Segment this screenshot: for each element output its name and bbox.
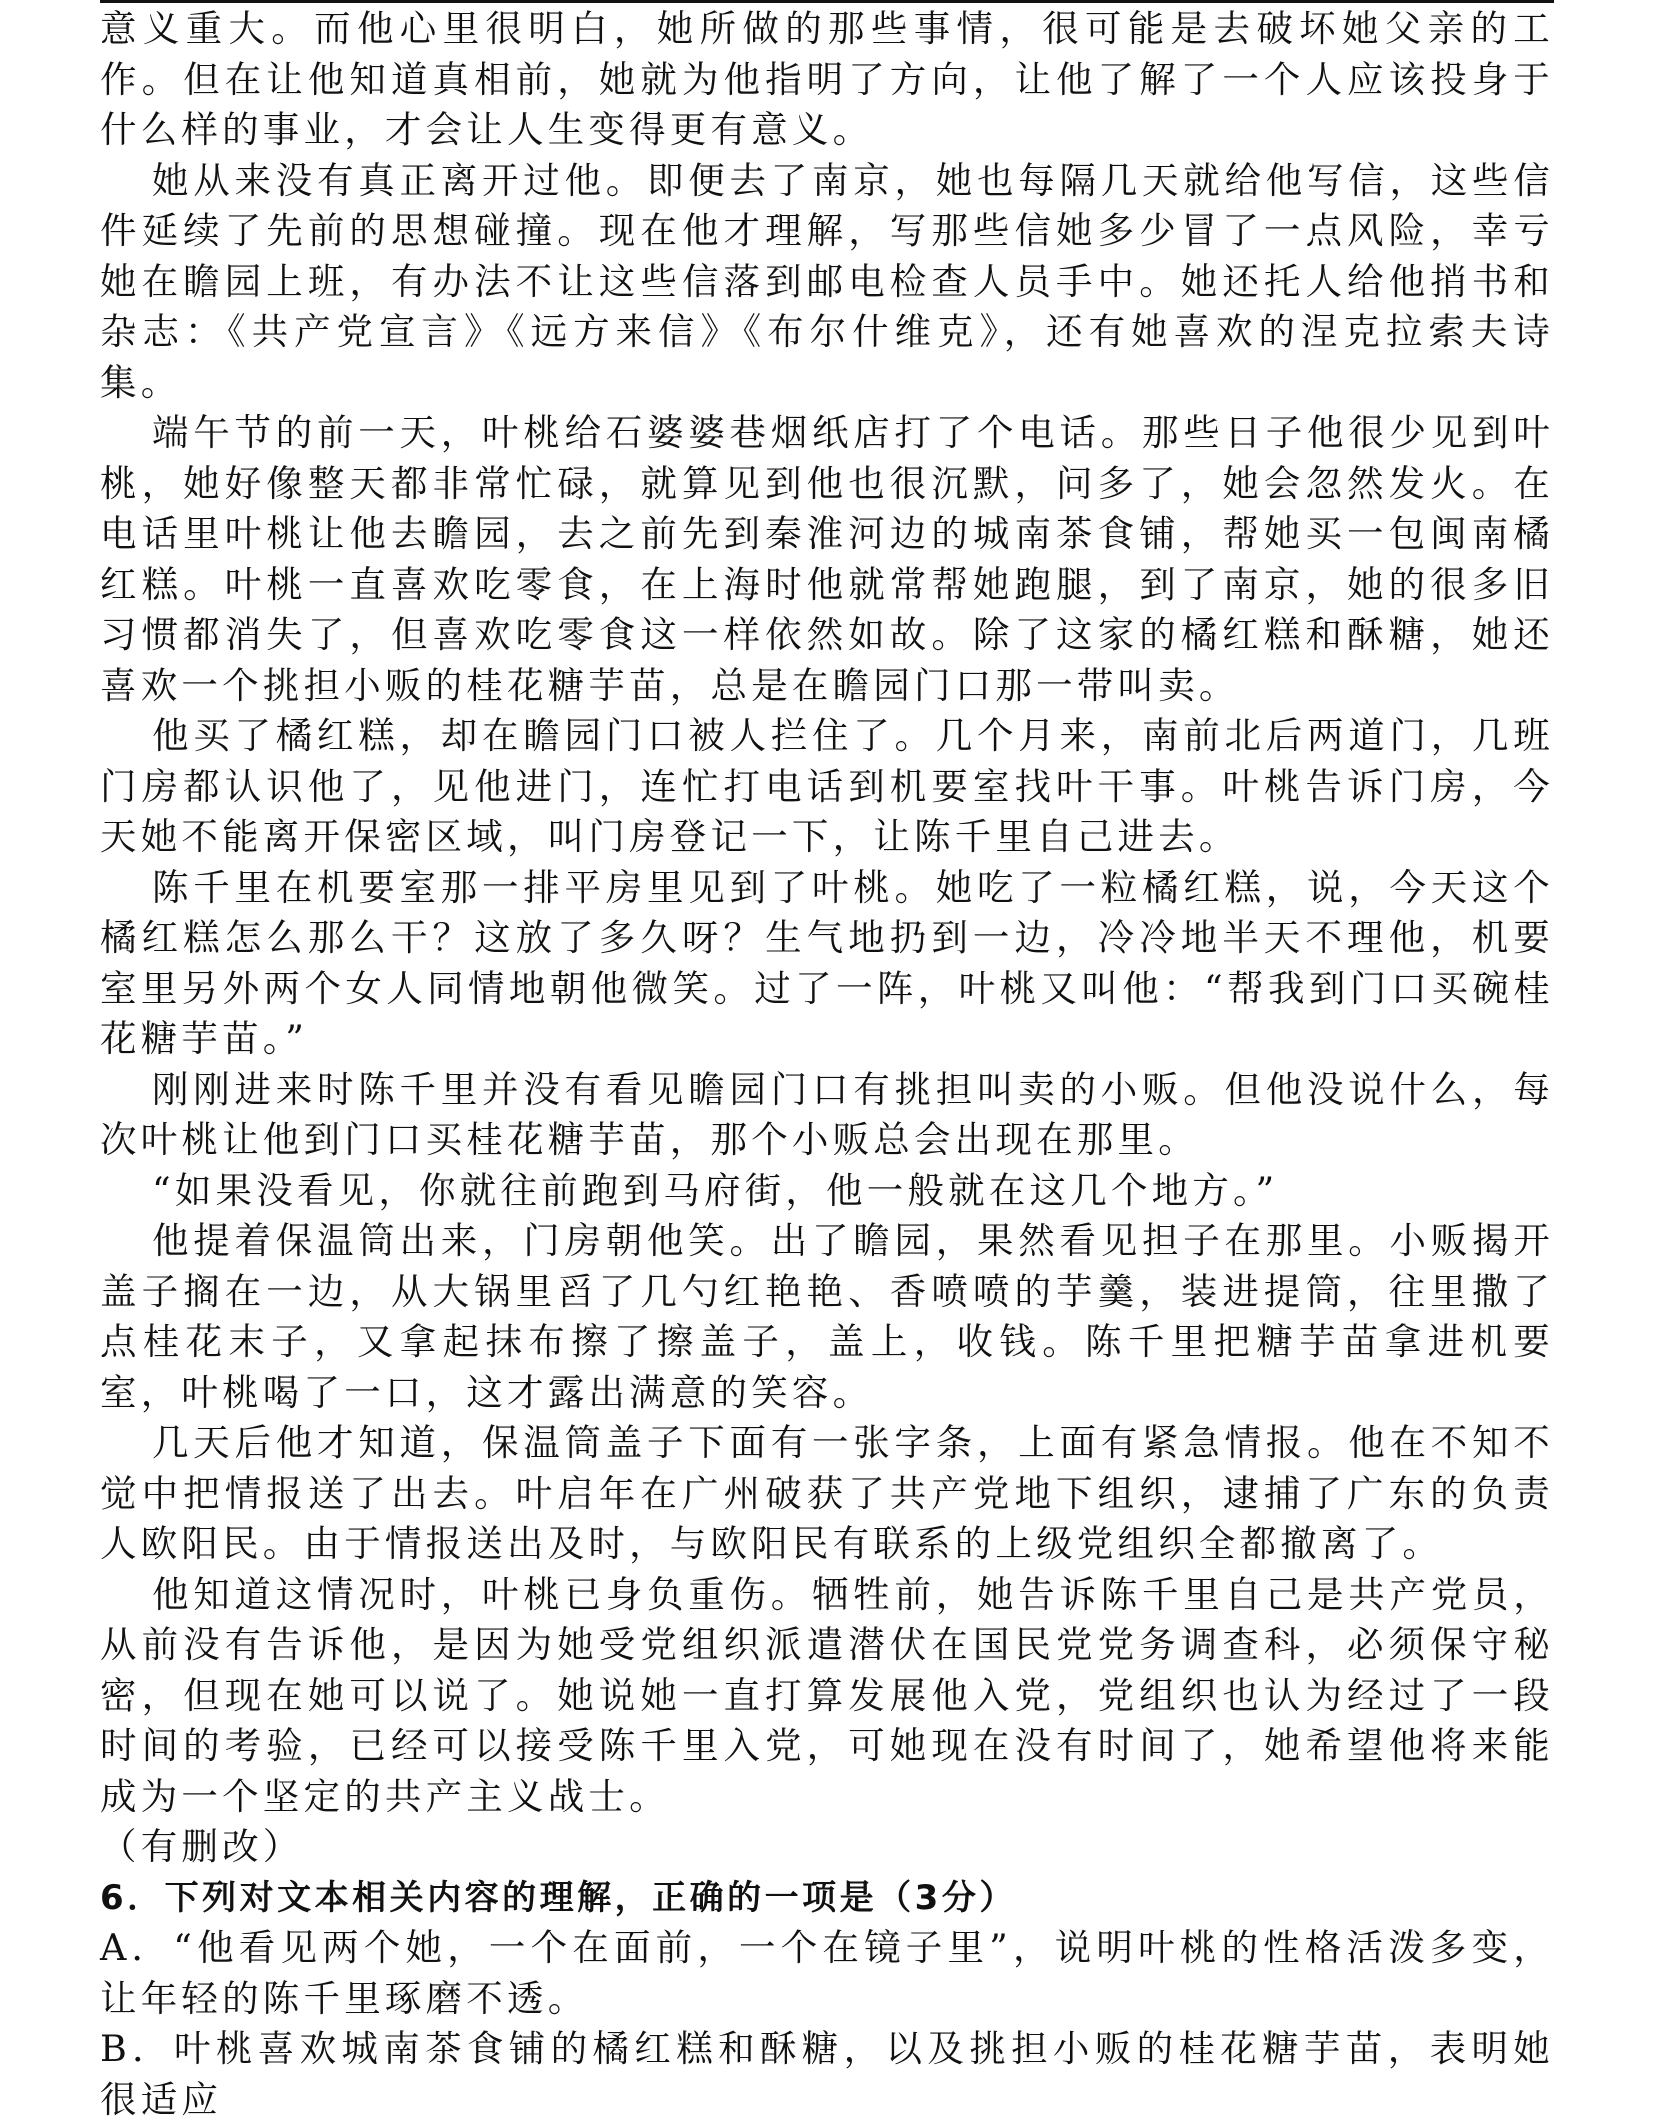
option-a: A．“他看见两个她，一个在面前，一个在镜子里”，说明叶桃的性格活泼多变，让年轻的陈千里琢磨不透。 (100, 1926, 1554, 2020)
paragraph-1: 意义重大。而他心里很明白，她所做的那些事情，很可能是去破坏她父亲的工作。但在让他知道真相前，她就为他指明了方向，让他了解了一个人应该投身于什么样的事业，才会让人生变得更有意义。 (100, 7, 1554, 151)
question-title: 6．下列对文本相关内容的理解，正确的一项是（3分） (100, 1877, 1017, 1918)
paragraph-8: 他提着保温筒出来，门房朝他笑。出了瞻园，果然看见担子在那里。小贩揭开盖子搁在一边，从大锅里舀了几勺红艳艳、香喷喷的芋羹，装进提筒，往里撒了点桂花末子，又拿起抹布擦了擦盖子，盖上，收钱。陈千里把糖芋苗拿进机要室，叶桃喝了一口，这才露出满意的笑容。 (100, 1219, 1554, 1414)
option-b: B．叶桃喜欢城南茶食铺的橘红糕和酥糖，以及挑担小贩的桂花糖芋苗，表明她很适应 (100, 2027, 1554, 2121)
paragraph-4: 他买了橘红糕，却在瞻园门口被人拦住了。几个月来，南前北后两道门，几班门房都认识他了，见他进门，连忙打电话到机要室找叶干事。叶桃告诉门房，今天她不能离开保密区域，叫门房登记一下，让陈千里自己进去。 (100, 714, 1554, 858)
paragraph-2: 她从来没有真正离开过他。即便去了南京，她也每隔几天就给他写信，这些信件延续了先前的思想碰撞。现在他才理解，写那些信她多少冒了一点风险，幸亏她在瞻园上班，有办法不让这些信落到邮电检查人员手中。她还托人给他捎书和杂志：《共产党宣言》《远方来信》《布尔什维克》，还有她喜欢的涅克拉索夫诗集。 (100, 158, 1554, 404)
paragraph-10: 他知道这情况时，叶桃已身负重伤。牺牲前，她告诉陈千里自己是共产党员，从前没有告诉他，是因为她受党组织派遣潜伏在国民党党务调查科，必须保守秘密，但现在她可以说了。她说她一直打算发展他入党，党组织也认为经过了一段时间的考验，已经可以接受陈千里入党，可她现在没有时间了，她希望他将来能成为一个坚定的共产主义战士。 (100, 1572, 1554, 1818)
source-note: （有删改） (100, 1825, 304, 1868)
paragraph-5: 陈千里在机要室那一排平房里见到了叶桃。她吃了一粒橘红糕，说，今天这个橘红糕怎么那么干？这放了多久呀？生气地扔到一边，冷冷地半天不理他，机要室里另外两个女人同情地朝他微笑。过了一阵，叶桃又叫他：“帮我到门口买碗桂花糖芋苗。” (100, 865, 1554, 1060)
paragraph-7: “如果没看见，你就往前跑到马府街，他一般就在这几个地方。” (152, 1168, 1279, 1212)
paragraph-9: 几天后他才知道，保温筒盖子下面有一张字条，上面有紧急情报。他在不知不觉中把情报送了出去。叶启年在广州破获了共产党地下组织，逮捕了广东的负责人欧阳民。由于情报送出及时，与欧阳民有联系的上级党组织全都撤离了。 (100, 1421, 1554, 1565)
paragraph-3: 端午节的前一天，叶桃给石婆婆巷烟纸店打了个电话。那些日子他很少见到叶桃，她好像整天都非常忙碌，就算见到他也很沉默，问多了，她会忽然发火。在电话里叶桃让他去瞻园，去之前先到秦淮河边的城南茶食铺，帮她买一包闽南橘红糕。叶桃一直喜欢吃零食，在上海时他就常帮她跑腿，到了南京，她的很多旧习惯都消失了，但喜欢吃零食这一样依然如故。除了这家的橘红糕和酥糖，她还喜欢一个挑担小贩的桂花糖芋苗，总是在瞻园门口那一带叫卖。 (100, 411, 1554, 707)
top-rule (100, 0, 1554, 3)
paragraph-6: 刚刚进来时陈千里并没有看见瞻园门口有挑担叫卖的小贩。但他没说什么，每次叶桃让他到门口买桂花糖芋苗，那个小贩总会出现在那里。 (100, 1067, 1554, 1161)
document-page (100, 4, 1554, 2125)
